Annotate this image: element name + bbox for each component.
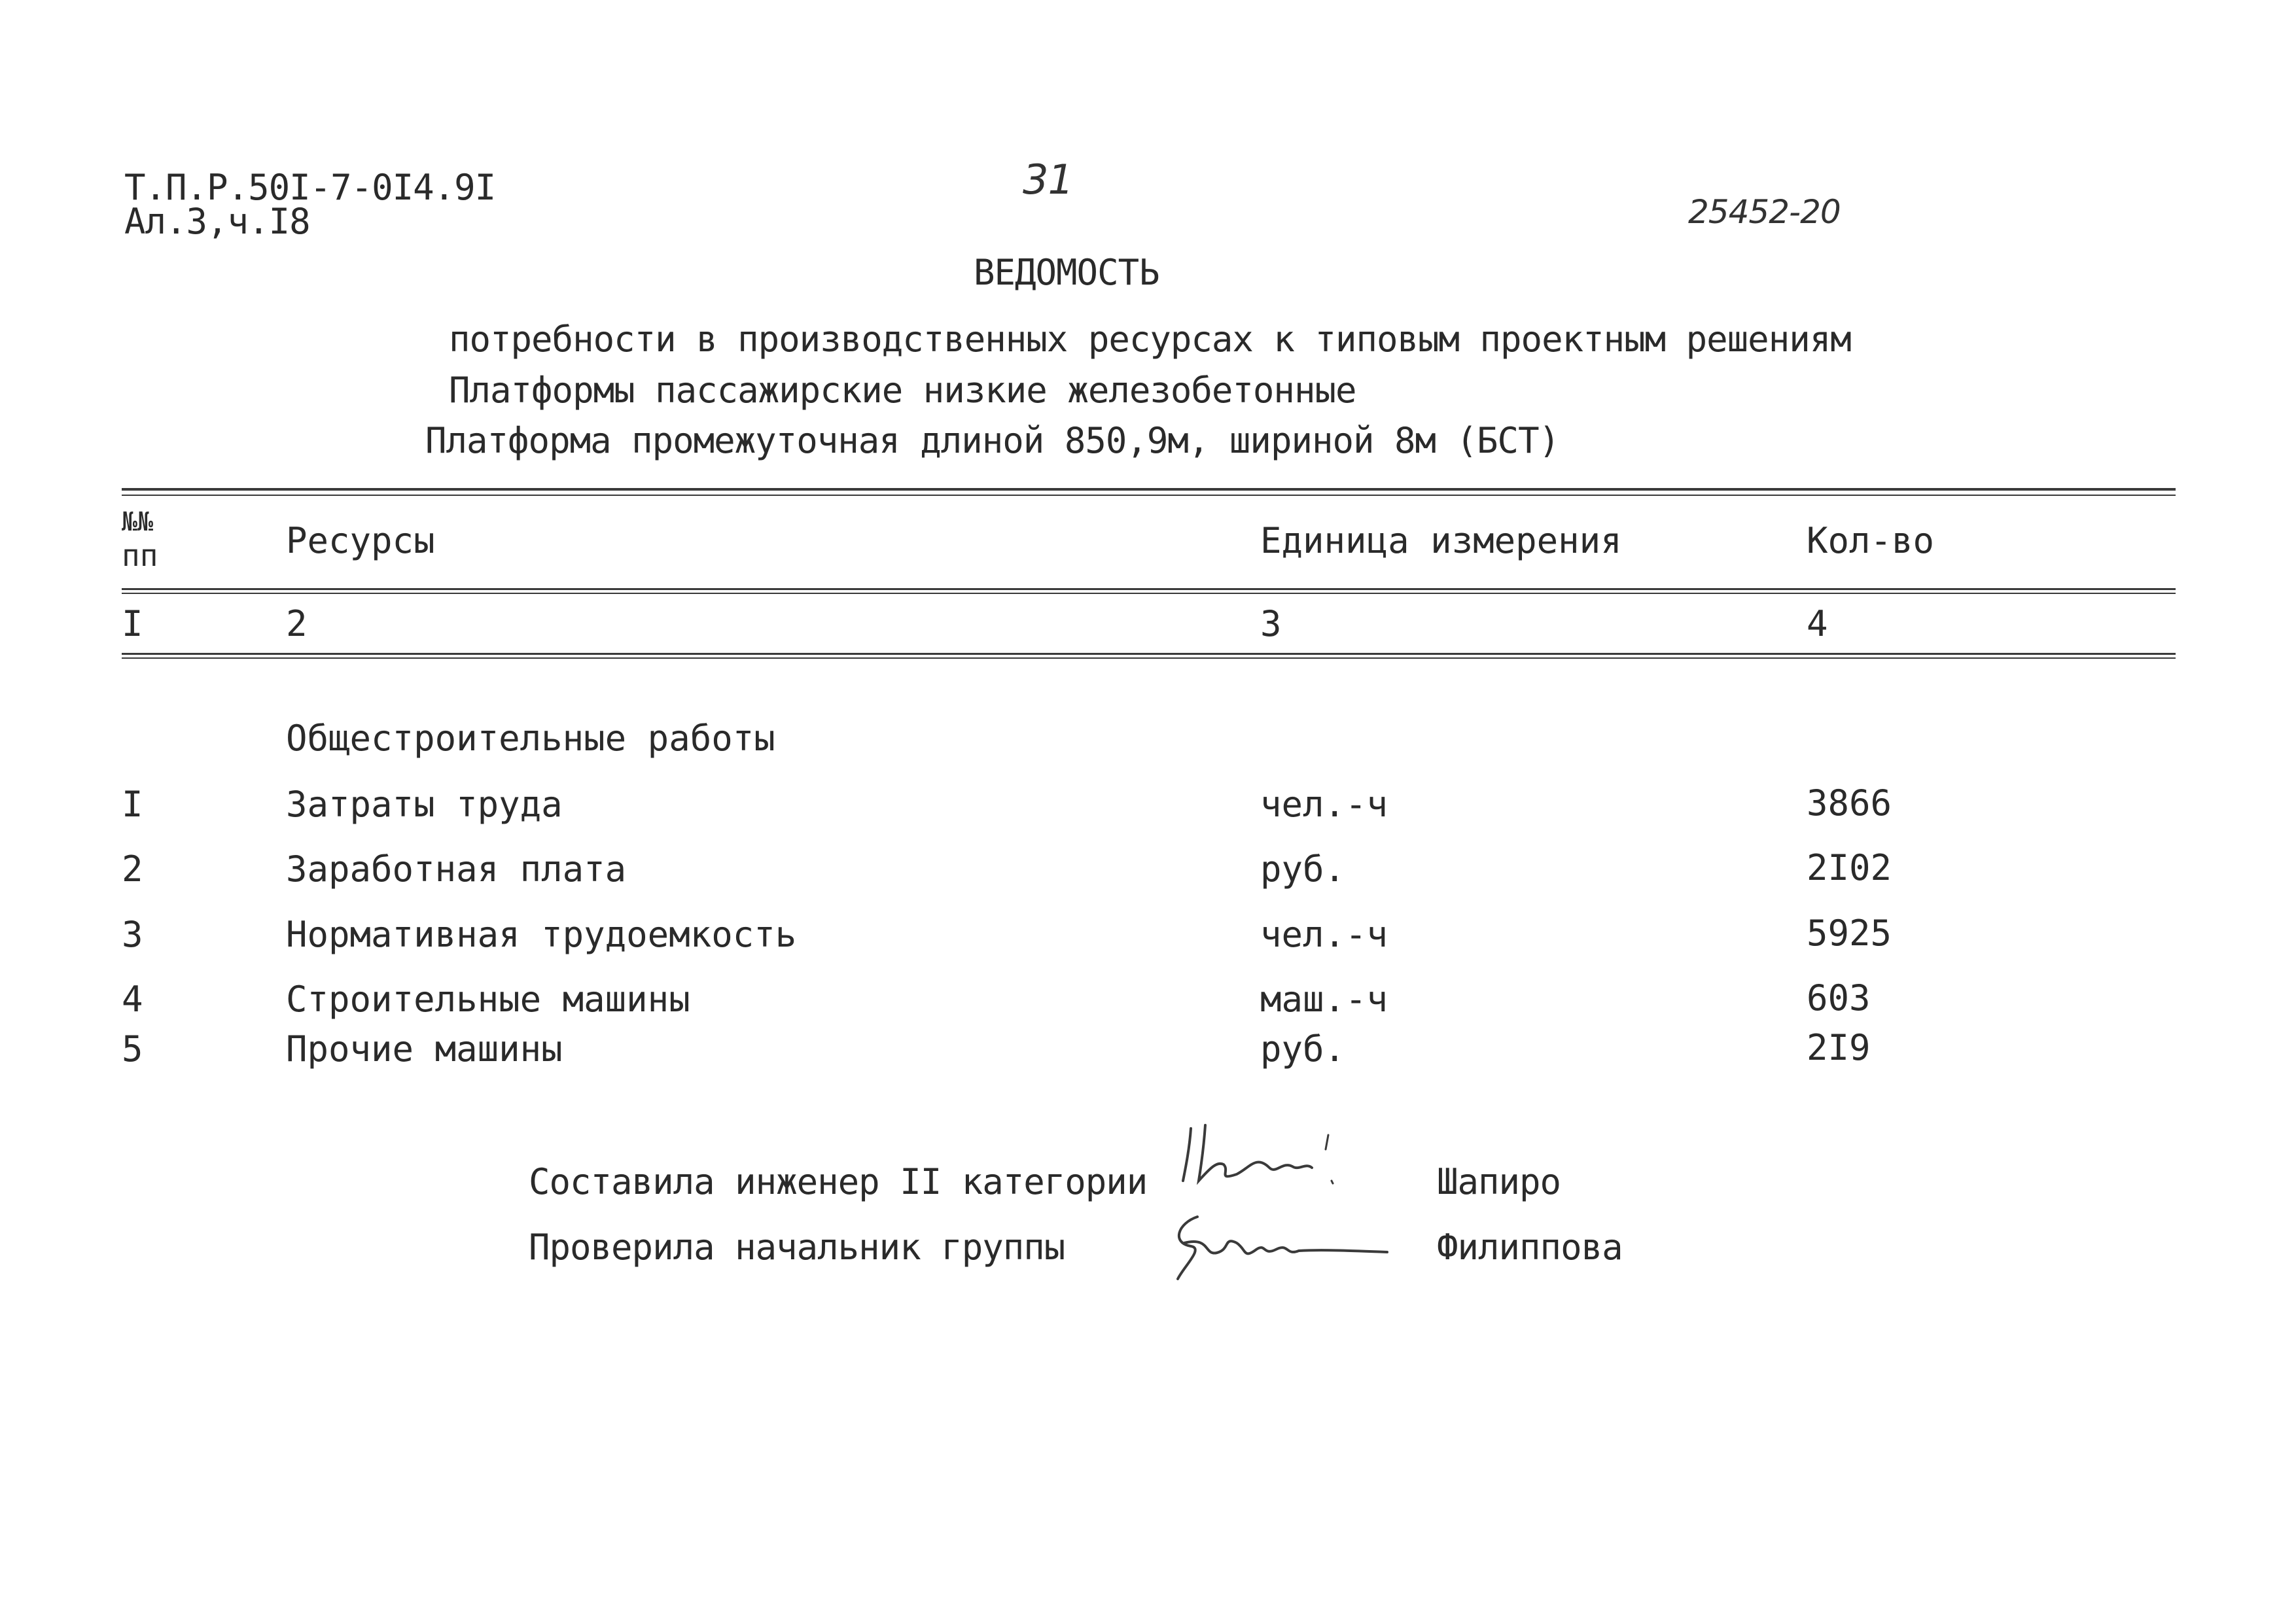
row-quantity: 3866 [1807, 782, 1892, 824]
archive-number: 25452-20 [1688, 193, 1841, 231]
compiled-by-label: Составила инженер II категории [529, 1161, 1148, 1202]
checked-by-name: Филиппова [1437, 1227, 1623, 1268]
row-quantity: 2I02 [1807, 847, 1892, 888]
row-number: 2 [122, 848, 143, 890]
row-unit: руб. [1260, 848, 1346, 890]
section-title: Общестроительные работы [286, 718, 775, 759]
row-number: 3 [122, 914, 143, 955]
table-top-rule-2 [122, 495, 2176, 496]
album-reference: Ал.3,ч.I8 [124, 201, 310, 242]
row-unit: руб. [1260, 1028, 1346, 1070]
row-number: 4 [122, 979, 143, 1020]
row-resource: Затраты труда [286, 784, 563, 825]
row-quantity: 5925 [1807, 913, 1892, 954]
compiled-by-name: Шапиро [1437, 1161, 1561, 1202]
row-resource: Нормативная трудоемкость [286, 914, 797, 955]
header-num: №№ [122, 507, 154, 537]
header-unit: Единица измерения [1260, 520, 1622, 561]
page-number: 31 [1023, 156, 1073, 203]
row-unit: маш.-ч [1260, 979, 1388, 1020]
column-number-rule-2 [122, 657, 2176, 659]
signature-checked [1158, 1204, 1394, 1289]
document-heading: ВЕДОМОСТЬ [974, 252, 1159, 293]
row-resource: Прочие машины [286, 1028, 563, 1070]
checked-by-label: Проверила начальник группы [529, 1227, 1065, 1268]
signature-compiled [1171, 1115, 1387, 1200]
header-rule [122, 588, 2176, 590]
column-number: 3 [1260, 603, 1282, 644]
row-resource: Заработная плата [286, 848, 627, 890]
header-resource: Ресурсы [286, 520, 435, 561]
row-number: 5 [122, 1028, 143, 1070]
document-code: Т.П.Р.50I-7-0I4.9I [124, 167, 496, 208]
header-num-sub: пп [122, 538, 158, 573]
row-unit: чел.-ч [1260, 784, 1388, 825]
header-rule-2 [122, 593, 2176, 594]
title-line-1: потребности в производственных ресурсах к типовым проектным решениям [449, 319, 1851, 360]
table-top-rule [122, 488, 2176, 491]
row-quantity: 2I9 [1807, 1027, 1871, 1068]
row-quantity: 603 [1807, 977, 1871, 1019]
column-number: 2 [286, 603, 308, 644]
column-number-rule [122, 653, 2176, 655]
column-number: I [122, 603, 143, 644]
title-line-2: Платформы пассажирские низкие железобетонные [449, 370, 1356, 411]
header-qty: Кол-во [1807, 520, 1935, 561]
row-unit: чел.-ч [1260, 914, 1388, 955]
row-number: I [122, 784, 143, 825]
row-resource: Строительные машины [286, 979, 690, 1020]
title-line-3: Платформа промежуточная длиной 850,9м, шириной 8м (БСТ) [425, 420, 1560, 461]
column-number: 4 [1807, 603, 1828, 644]
